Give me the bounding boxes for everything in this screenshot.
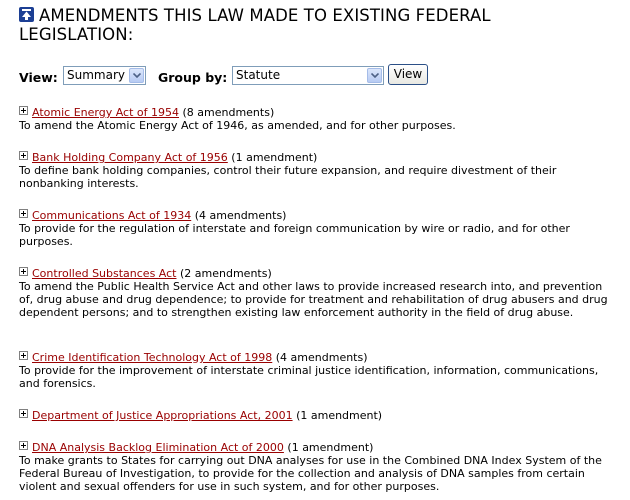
amendment-count: (1 amendment) — [296, 409, 383, 422]
page-title — [19, 6, 619, 44]
statute-link[interactable]: Controlled Substances Act — [32, 267, 177, 280]
group-by-select-dropdown-icon[interactable] — [367, 68, 382, 83]
expand-icon[interactable] — [19, 441, 28, 450]
statute-description: To amend the Atomic Energy Act of 1946, as amended, and for other purposes. — [19, 119, 456, 132]
expand-icon[interactable] — [19, 351, 28, 360]
statute-link[interactable]: Bank Holding Company Act of 1956 — [32, 151, 228, 164]
page-header — [19, 6, 619, 44]
view-select[interactable] — [63, 66, 146, 85]
statute-item — [19, 151, 619, 190]
group-by-select[interactable] — [232, 66, 384, 85]
page-title-line2: LEGISLATION: — [19, 25, 134, 44]
statute-link[interactable]: Department of Justice Appropriations Act, 2001 — [32, 409, 293, 422]
amendment-count: (4 amendments) — [194, 209, 287, 222]
statute-link[interactable]: Atomic Energy Act of 1954 — [32, 106, 179, 119]
group-by-label: Group by: — [158, 70, 228, 85]
statute-item — [19, 409, 619, 422]
amendment-count: (8 amendments) — [182, 106, 275, 119]
statute-description: To define bank holding companies, control their future expansion, and require divestment of their nonbanking interests. — [19, 164, 557, 190]
view-select-value: Summary — [67, 68, 125, 82]
statute-item — [19, 441, 619, 493]
amendment-count: (2 amendments) — [180, 267, 272, 280]
expand-icon[interactable] — [19, 267, 28, 276]
group-by-select-value: Statute — [236, 68, 281, 82]
view-select-dropdown-icon[interactable] — [129, 68, 144, 83]
statute-link[interactable]: DNA Analysis Backlog Elimination Act of 2000 — [32, 441, 284, 454]
statute-description: To make grants to States for carrying out DNA analyses for use in the Combined DNA Index System of the Federal Bureau of Investigation, to provide for the collection and analysis of DNA samples from certain violent and sexual offenders for use in such system, and for other purposes. — [19, 454, 602, 493]
expand-icon[interactable] — [19, 409, 28, 418]
expand-icon[interactable] — [19, 106, 28, 115]
back-to-top-icon[interactable] — [19, 7, 34, 22]
statute-item — [19, 209, 619, 248]
statute-description: To provide for the regulation of interstate and foreign communication by wire or radio, and for other purposes. — [19, 222, 570, 248]
amendment-count: (1 amendment) — [231, 151, 318, 164]
view-button[interactable]: View — [388, 64, 428, 85]
statute-item — [19, 106, 619, 132]
statute-item — [19, 351, 619, 390]
statute-link[interactable]: Crime Identification Technology Act of 1998 — [32, 351, 273, 364]
view-controls — [19, 64, 619, 90]
amendment-count: (1 amendment) — [287, 441, 374, 454]
statute-description: To amend the Public Health Service Act and other laws to provide increased research into, and prevention of, drug abuse and drug dependence; to provide for treatment and rehabilitation of drug abusers and drug dependent persons; and to strengthen existing law enforcement authority in the field of drug abuse. — [19, 280, 608, 319]
statute-link[interactable]: Communications Act of 1934 — [32, 209, 192, 222]
view-label: View: — [19, 70, 58, 85]
expand-icon[interactable] — [19, 151, 28, 160]
page-title-line1: AMENDMENTS THIS LAW MADE TO EXISTING FEDERAL — [39, 6, 491, 25]
amendment-count: (4 amendments) — [275, 351, 368, 364]
statute-item — [19, 267, 619, 319]
statute-description: To provide for the improvement of interstate criminal justice identification, information, communications, and forensics. — [19, 364, 599, 390]
expand-icon[interactable] — [19, 209, 28, 218]
